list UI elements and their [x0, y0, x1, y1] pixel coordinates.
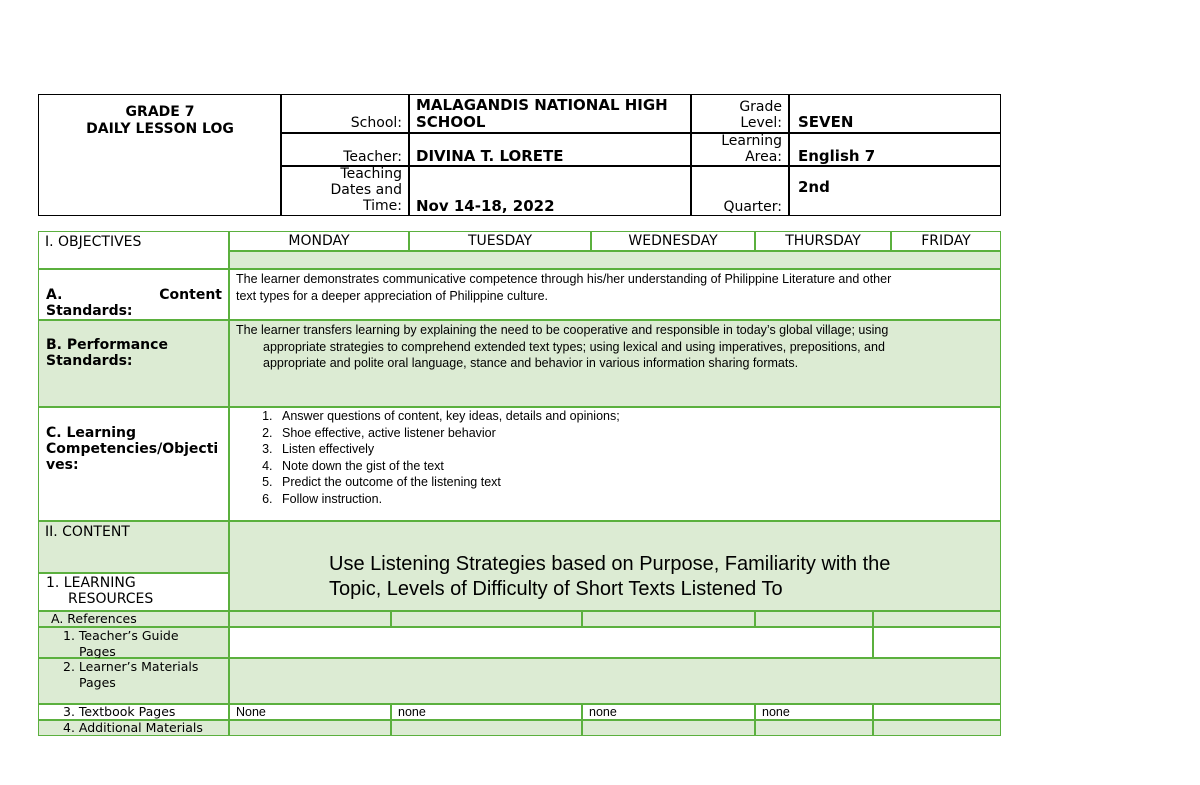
textbook-label: 3. Textbook Pages — [63, 704, 176, 719]
additional-materials-cell — [873, 720, 1001, 736]
teachers-guide-cell — [229, 627, 873, 658]
header-divider — [280, 132, 1001, 134]
additional-materials-label: 4. Additional Materials — [63, 720, 203, 735]
content-label-cell — [38, 521, 229, 573]
content-standards-text — [230, 270, 1000, 304]
day-header-monday — [229, 231, 409, 251]
textbook-value: none — [398, 705, 426, 719]
teaching-dates-value: Nov 14-18, 2022 — [416, 197, 555, 215]
list-item: 1. Answer questions of content, key ideas, details and opinions; — [276, 408, 1000, 425]
textbook-cell-monday — [229, 704, 391, 720]
learning-area-label-line: Area: — [745, 149, 782, 165]
learning-competencies-label-line: ves: — [46, 457, 79, 473]
list-item: 6. Follow instruction. — [276, 491, 1000, 508]
references-cell — [582, 611, 755, 627]
content-topic-line: Topic, Levels of Difficulty of Short Texts Listened To — [329, 578, 783, 600]
teachers-guide-label — [39, 628, 228, 659]
grade-level-label-line: Level: — [740, 115, 782, 131]
learners-materials-label-line: 2. Learner’s Materials — [63, 659, 199, 674]
textbook-cell-thursday — [755, 704, 873, 720]
additional-materials-cell — [229, 720, 391, 736]
references-cell — [755, 611, 873, 627]
objectives-label: I. OBJECTIVES — [45, 234, 142, 250]
content-standards-label: Standards: — [46, 303, 133, 319]
day-label: MONDAY — [288, 233, 350, 249]
school-value-line: MALAGANDIS NATIONAL HIGH — [416, 96, 668, 114]
school-value — [416, 97, 688, 131]
textbook-value: none — [589, 705, 617, 719]
content-standards-line: The learner demonstrates communicative competence through his/her understanding of Philippine Literature and other — [236, 272, 892, 286]
list-item: 2. Shoe effective, active listener behavior — [276, 425, 1000, 442]
learning-resources-label-line: 1. LEARNING — [46, 575, 136, 591]
content-standards-label-cell — [38, 269, 229, 320]
references-label: A. References — [51, 611, 137, 626]
content-standards-text-cell — [229, 269, 1001, 320]
performance-standards-label — [39, 321, 228, 369]
teacher-label: Teacher: — [343, 149, 402, 165]
day-label: FRIDAY — [921, 233, 971, 249]
learners-materials-label — [39, 659, 228, 690]
additional-materials-cell — [391, 720, 582, 736]
performance-standards-label-line: B. Performance — [46, 337, 168, 353]
header-divider — [788, 94, 790, 216]
content-label: II. CONTENT — [45, 524, 130, 540]
teachers-guide-label-line: 1. Teacher’s Guide — [63, 628, 179, 643]
textbook-cell-wednesday — [582, 704, 755, 720]
learning-competencies-label — [39, 408, 228, 473]
performance-standards-line: The learner transfers learning by explaining the need to be cooperative and responsible in today’s global village; using — [236, 323, 889, 337]
content-topic — [329, 552, 890, 602]
content-standards-label: A. — [46, 287, 63, 303]
title-line: GRADE 7 — [125, 104, 195, 120]
grade-level-label — [692, 99, 782, 131]
references-cell — [229, 611, 391, 627]
teaching-dates-label-line: Teaching — [340, 166, 402, 182]
additional-materials-cell — [755, 720, 873, 736]
teachers-guide-cell — [873, 627, 1001, 658]
learning-resources-label-cell — [38, 573, 229, 611]
textbook-value: none — [762, 705, 790, 719]
quarter-label: Quarter: — [723, 199, 782, 215]
teaching-dates-label-line: Dates and — [330, 182, 402, 198]
list-item: 4. Note down the gist of the text — [276, 458, 1000, 475]
textbook-cell-tuesday — [391, 704, 582, 720]
content-text-cell — [229, 521, 1001, 611]
textbook-label-cell — [38, 704, 229, 720]
teaching-dates-label — [282, 166, 402, 214]
day-header-tuesday — [409, 231, 591, 251]
performance-standards-line: appropriate strategies to comprehend extended text types; using lexical and using imperatives, prepositions, and — [263, 339, 885, 354]
day-label: WEDNESDAY — [628, 233, 718, 249]
textbook-cell-friday — [873, 704, 1001, 720]
grade-level-value: SEVEN — [798, 113, 854, 131]
learners-materials-label-cell — [38, 658, 229, 704]
lesson-log-title — [40, 104, 280, 138]
day-header-friday — [891, 231, 1001, 251]
objectives-label-cell — [38, 231, 229, 269]
performance-standards-label-cell — [38, 320, 229, 407]
textbook-value: None — [236, 705, 266, 719]
teacher-value: DIVINA T. LORETE — [416, 147, 564, 165]
day-header-thursday — [755, 231, 891, 251]
references-label-cell — [38, 611, 229, 627]
school-label: School: — [350, 115, 402, 131]
quarter-value: 2nd — [798, 178, 830, 196]
school-value-line: SCHOOL — [416, 113, 486, 131]
content-topic-line: Use Listening Strategies based on Purpose, Familiarity with the — [329, 553, 891, 575]
teaching-dates-label-line: Time: — [363, 198, 402, 214]
performance-standards-line: appropriate and polite oral language, stance and behavior in various information sharing formats. — [263, 356, 799, 370]
objectives-shaded-row — [229, 251, 1001, 269]
learning-area-value: English 7 — [798, 147, 876, 165]
additional-materials-cell — [582, 720, 755, 736]
references-cell — [873, 611, 1001, 627]
learning-resources-label — [39, 574, 228, 607]
list-item: 3. Listen effectively — [276, 441, 1000, 458]
content-standards-line: text types for a deeper appreciation of Philippine culture. — [236, 288, 548, 303]
header-divider — [408, 94, 410, 216]
references-cell — [391, 611, 582, 627]
performance-standards-text — [230, 321, 1000, 372]
teachers-guide-label-cell — [38, 627, 229, 658]
competencies-list — [230, 408, 1000, 507]
learners-materials-label-line: Pages — [79, 674, 116, 690]
title-line: DAILY LESSON LOG — [86, 121, 234, 137]
performance-standards-text-cell — [229, 320, 1001, 407]
performance-standards-label-line: Standards: — [46, 353, 133, 369]
day-label: THURSDAY — [785, 233, 861, 249]
learners-materials-cell — [229, 658, 1001, 704]
learning-area-label-line: Learning — [721, 133, 782, 149]
learning-area-label — [692, 133, 782, 165]
learning-competencies-label-line: C. Learning — [46, 425, 136, 441]
content-standards-label: Content — [159, 287, 222, 303]
learning-competencies-label-cell — [38, 407, 229, 521]
learning-competencies-text-cell — [229, 407, 1001, 521]
list-item: 5. Predict the outcome of the listening text — [276, 474, 1000, 491]
teachers-guide-label-line: Pages — [79, 643, 116, 659]
additional-materials-label-cell — [38, 720, 229, 736]
day-header-wednesday — [591, 231, 755, 251]
day-label: TUESDAY — [467, 233, 533, 249]
learning-resources-label-line: RESOURCES — [68, 591, 154, 607]
learning-competencies-label-line: Competencies/Objecti — [46, 441, 219, 457]
grade-level-label-line: Grade — [739, 99, 782, 115]
